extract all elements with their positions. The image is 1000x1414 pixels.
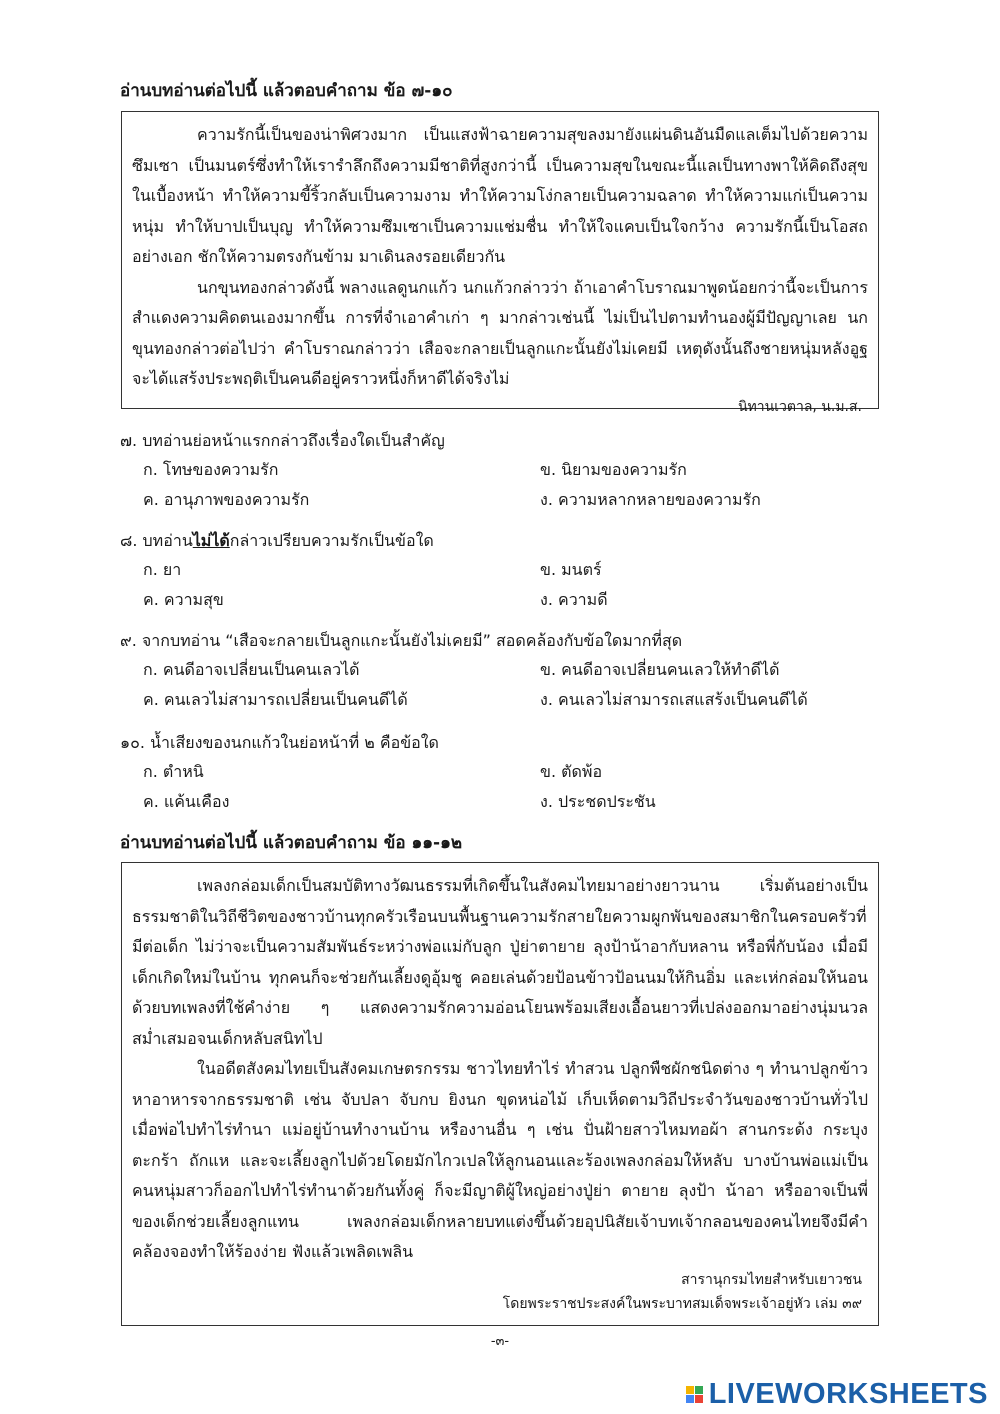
passage-paragraph: ความรักนี้เป็นของน่าพิศวงมาก เป็นแสงฟ้าฉายความสุขลงมายังแผ่นดินอันมืดแลเต็มไปด้วยความซึมเซา เป็นมนตร์ซึ่งทำให้เรารำลึกถึงความมีชาติที่สูงกว่านี้ เป็นความสุขในขณะนี้แลเป็นทางพาให้คิดถึงสุขในเบื้องหน้า ทำให้ความขี้ริ้วกลับเป็นความงาม ทำให้ความโง่กลายเป็นความฉลาด ทำให้ความแก่เป็นความหนุ่ม ทำให้บาปเป็นบุญ ทำให้ความซึมเซาเป็นความแช่มชื่น ทำให้ใจแคบเป็นใจกว้าง ความรักนี้เป็นโอสถอย่างเอก ชักให้ความตรงกันข้าม มาเดินลงรอยเดียวกัน — [132, 125, 868, 266]
option-d[interactable]: ง. ประชดประชัน — [540, 792, 656, 811]
option-a[interactable]: ก. ตำหนิ — [143, 762, 204, 781]
passage-paragraph: นกขุนทองกล่าวดังนี้ พลางแลดูนกแก้ว นกแก้วกล่าวว่า ถ้าเอาคำโบราณมาพูดน้อยกว่านี้จะเป็นการสำแดงความคิดตนเองมากขึ้น การที่จำเอาคำเก่า ๆ มากล่าวเช่นนี้ ไม่เป็นไปตามทำนองผู้มีปัญญาเลย นกขุนทองกล่าวต่อไปว่า คำโบราณกล่าวว่า เสือจะกลายเป็นลูกแกะนั้นยังไม่เคยมี เหตุดังนั้นถึงชายหนุ่มหลังอูฐจะได้แสร้งประพฤติเป็นคนดีอยู่คราวหนึ่งก็หาดีได้จริงไม่ — [132, 277, 868, 388]
stem-text: ๘. บทอ่าน — [120, 531, 193, 550]
question-7 — [120, 427, 880, 515]
option-c[interactable]: ค. ความสุข — [143, 590, 224, 609]
option-b[interactable]: ข. ตัดพ้อ — [540, 762, 603, 781]
option-a[interactable]: ก. ยา — [143, 560, 182, 579]
page-number: -๓- — [490, 1334, 510, 1349]
stem-text: กล่าวเปรียบความรักเป็นข้อใด — [229, 531, 434, 550]
option-d[interactable]: ง. ความดี — [540, 590, 608, 609]
option-b[interactable]: ข. นิยามของความรัก — [540, 460, 687, 479]
question-stem — [120, 527, 880, 555]
question-stem: ๑๐. น้ำเสียงของนกแก้วในย่อหน้าที่ ๒ คือข้อใด — [120, 733, 439, 752]
question-10 — [120, 729, 880, 817]
logo-mark-icon — [686, 1386, 703, 1403]
question-8 — [120, 527, 880, 615]
passage-source-line: โดยพระราชประสงค์ในพระบาทสมเด็จพระเจ้าอยู่หัว เล่ม ๓๙ — [502, 1295, 862, 1312]
reading-passage-2 — [121, 862, 879, 1326]
option-c[interactable]: ค. คนเลวไม่สามารถเปลี่ยนเป็นคนดีได้ — [143, 690, 408, 709]
passage-paragraph: เพลงกล่อมเด็กเป็นสมบัติทางวัฒนธรรมที่เกิดขึ้นในสังคมไทยมาอย่างยาวนาน เริ่มต้นอย่างเป็นธรรมชาติในวิถีชีวิตของชาวบ้านทุกครัวเรือนบนพื้นฐานความรักสายใยความผูกพันของสมาชิกในครอบครัวที่มีต่อเด็ก ไม่ว่าจะเป็นความสัมพันธ์ระหว่างพ่อแม่กับลูก ปู่ย่าตายาย ลุงป้าน้าอากับหลาน หรือพี่กับน้อง เมื่อมีเด็กเกิดใหม่ในบ้าน ทุกคนก็จะช่วยกันเลี้ยงดูอุ้มชู คอยเล่นด้วยป้อนข้าวป้อนนมให้กินอิ่ม และเห่กล่อมให้นอนด้วยบทเพลงที่ใช้คำง่าย ๆ แสดงความรักความอ่อนโยนพร้อมเสียงเอื้อนยาวที่เปล่งออกมาอย่างนุ่มนวลสม่ำเสมอจนเด็กหลับสนิทไป — [132, 876, 869, 1048]
option-c[interactable]: ค. แค้นเคือง — [143, 792, 230, 811]
question-stem: ๗. บทอ่านย่อหน้าแรกกล่าวถึงเรื่องใดเป็นสำคัญ — [120, 431, 445, 450]
reading-passage-1 — [121, 111, 879, 415]
option-c[interactable]: ค. อานุภาพของความรัก — [143, 490, 310, 509]
option-b[interactable]: ข. คนดีอาจเปลี่ยนคนเลวให้ทำดีได้ — [540, 660, 780, 679]
question-stem: ๙. จากบทอ่าน “เสือจะกลายเป็นลูกแกะนั้นยังไม่เคยมี” สอดคล้องกับข้อใดมากที่สุด — [120, 631, 683, 650]
option-d[interactable]: ง. คนเลวไม่สามารถเสแสร้งเป็นคนดีได้ — [540, 690, 808, 709]
option-a[interactable]: ก. คนดีอาจเปลี่ยนเป็นคนเลวได้ — [143, 660, 360, 679]
passage-source-line: สารานุกรมไทยสำหรับเยาวชน — [681, 1271, 862, 1288]
passage-source: นิทานเวตาล, น.ม.ส. — [737, 398, 862, 415]
section-heading-2: อ่านบทอ่านต่อไปนี้ แล้วตอบคำถาม ข้อ ๑๑-๑๒ — [120, 833, 463, 853]
logo-text: LIVEWORKSHEETS — [708, 1378, 988, 1410]
option-b[interactable]: ข. มนตร์ — [540, 560, 602, 579]
passage-paragraph: ในอดีตสังคมไทยเป็นสังคมเกษตรกรรม ชาวไทยทำไร่ ทำสวน ปลูกพืชผักชนิดต่าง ๆ ทำนาปลูกข้าว หาอาหารจากธรรมชาติ เช่น จับปลา จับกบ ยิงนก ขุดหน่อไม้ เก็บเห็ดตามวิถีประจำวันของชาวบ้านทั่วไป เมื่อพ่อไปทำไร่ทำนา แม่อยู่บ้านทำงานบ้าน หรืองานอื่น ๆ เช่น ปั่นฝ้ายสาวไหมทอผ้า สานกระด้ง กระบุง ตะกร้า ถักแห และจะเลี้ยงลูกไปด้วยโดยมักไกวเปลให้ลูกนอนและร้องเพลงกล่อมให้หลับ บางบ้านพ่อแม่เป็นคนหนุ่มสาวก็ออกไปทำไร่ทำนาด้วยกันทั้งคู่ ก็จะมีญาติผู้ใหญ่อย่างปู่ย่า ตายาย ลุงป้า น้าอา หรืออาจเป็นพี่ของเด็กช่วยเลี้ยงลูกแทน เพลงกล่อมเด็กหลายบทแต่งขึ้นด้วยอุปนิสัยเจ้าบทเจ้ากลอนของคนไทยจึงมีคำคล้องจองทำให้ร้องง่าย ฟังแล้วเพลิดเพลิน — [132, 1059, 869, 1261]
question-9 — [120, 627, 880, 715]
option-a[interactable]: ก. โทษของความรัก — [143, 460, 279, 479]
option-d[interactable]: ง. ความหลากหลายของความรัก — [540, 490, 761, 509]
section-heading-1: อ่านบทอ่านต่อไปนี้ แล้วตอบคำถาม ข้อ ๗-๑๐ — [120, 81, 453, 101]
liveworksheets-logo — [686, 1378, 988, 1411]
stem-emphasis: ไม่ได้ — [192, 531, 230, 550]
